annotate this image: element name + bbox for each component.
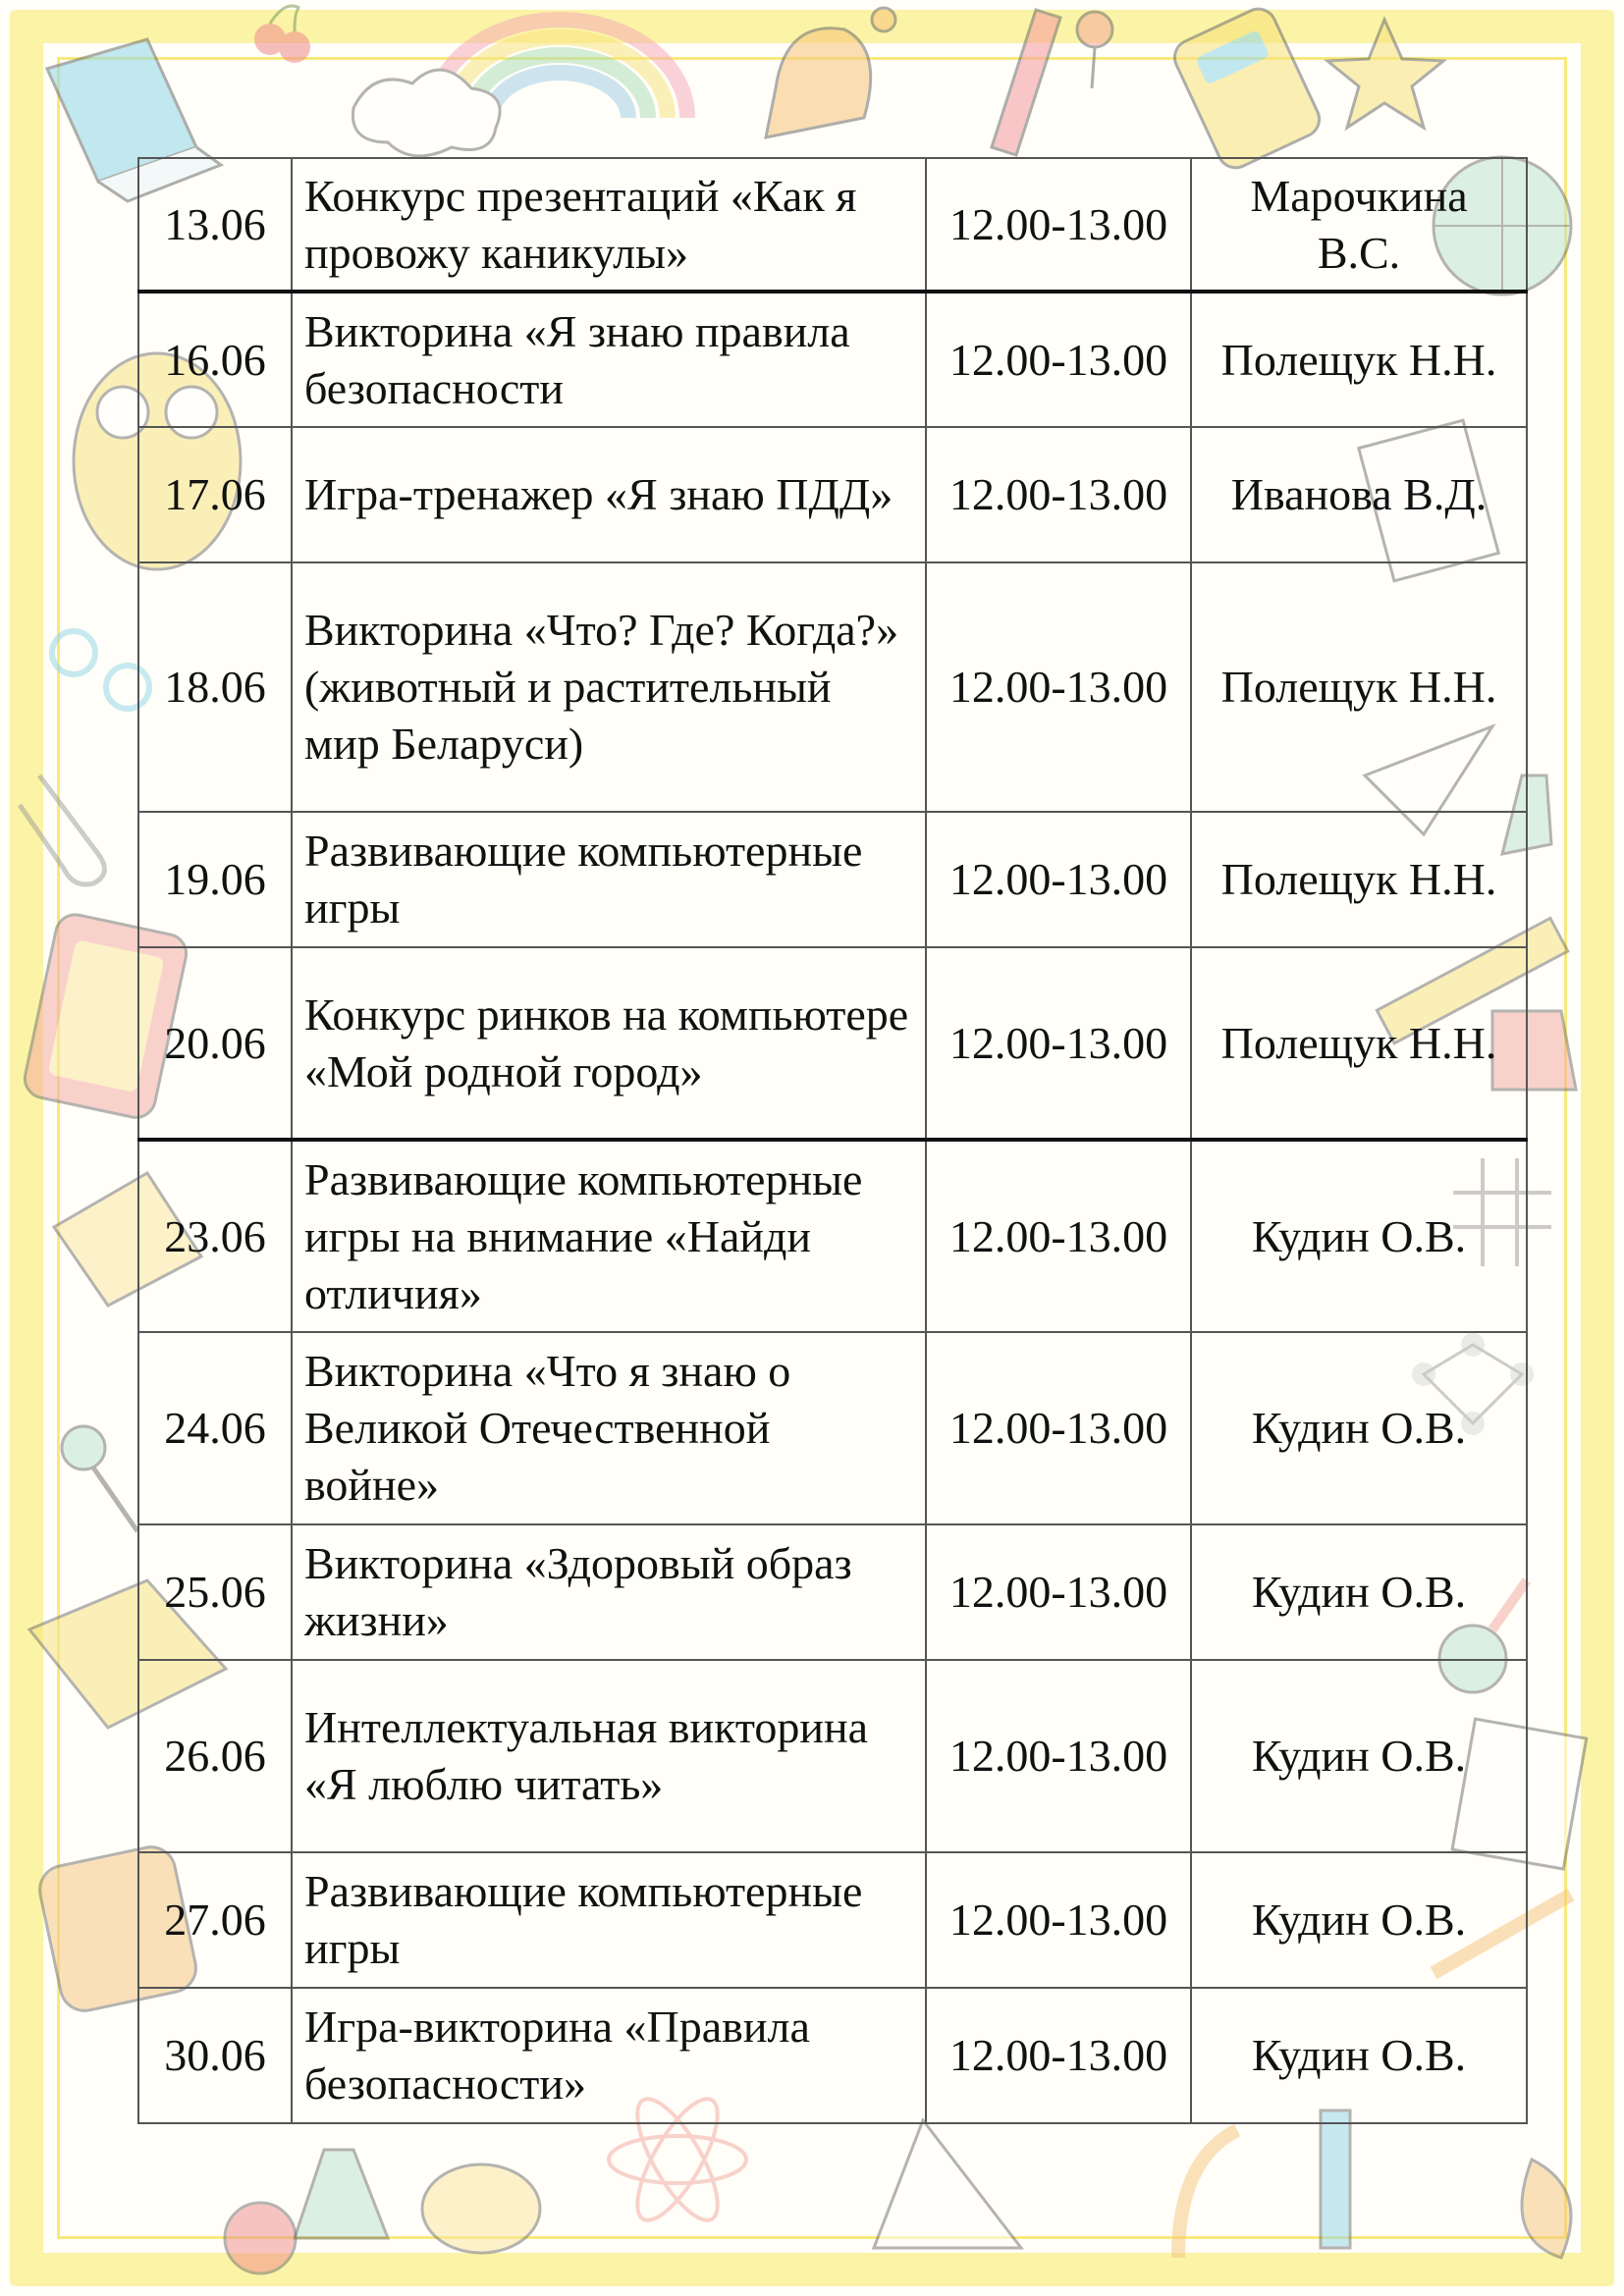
arrow-icon bbox=[1178, 2130, 1237, 2258]
date-cell: 13.06 bbox=[138, 158, 292, 292]
table-row bbox=[138, 292, 1527, 427]
time-cell: 12.00-13.00 bbox=[926, 562, 1191, 812]
date-cell: 27.06 bbox=[138, 1852, 292, 1988]
schedule-body bbox=[138, 158, 1527, 2123]
event-cell: Конкурс ринков на компьютере «Мой родной город» bbox=[292, 947, 926, 1140]
calculator-icon bbox=[1169, 3, 1326, 173]
pencil-bottom-icon bbox=[1321, 2110, 1350, 2248]
table-row bbox=[138, 1332, 1527, 1524]
event-cell: Конкурс презентаций «Как я провожу каникулы» bbox=[292, 158, 926, 292]
date-cell: 24.06 bbox=[138, 1332, 292, 1524]
table-row bbox=[138, 812, 1527, 947]
date-cell: 23.06 bbox=[138, 1140, 292, 1332]
pyramid-icon bbox=[874, 2120, 1021, 2248]
event-cell: Игра-викторина «Правила безопасности» bbox=[292, 1988, 926, 2123]
time-cell: 12.00-13.00 bbox=[926, 1140, 1191, 1332]
date-cell: 17.06 bbox=[138, 427, 292, 562]
responsible-cell: Марочкина В.С. bbox=[1191, 158, 1527, 292]
event-cell: Викторина «Что я знаю о Великой Отечественной войне» bbox=[292, 1332, 926, 1524]
event-cell: Развивающие компьютерные игры bbox=[292, 812, 926, 947]
responsible-cell: Кудин О.В. bbox=[1191, 1524, 1527, 1660]
time-cell: 12.00-13.00 bbox=[926, 1660, 1191, 1852]
time-cell: 12.00-13.00 bbox=[926, 812, 1191, 947]
date-cell: 18.06 bbox=[138, 562, 292, 812]
event-cell: Интеллектуальная викторина «Я люблю читать» bbox=[292, 1660, 926, 1852]
responsible-cell: Полещук Н.Н. bbox=[1191, 292, 1527, 427]
event-cell: Игра-тренажер «Я знаю ПДД» bbox=[292, 427, 926, 562]
responsible-cell: Иванова В.Д. bbox=[1191, 427, 1527, 562]
table-row bbox=[138, 1852, 1527, 1988]
table-row bbox=[138, 947, 1527, 1140]
star-icon bbox=[1327, 20, 1443, 128]
glasses-icon bbox=[52, 631, 149, 709]
time-cell: 12.00-13.00 bbox=[926, 1332, 1191, 1524]
date-cell: 26.06 bbox=[138, 1660, 292, 1852]
table-row bbox=[138, 1140, 1527, 1332]
date-cell: 20.06 bbox=[138, 947, 292, 1140]
table-row bbox=[138, 1988, 1527, 2123]
table-row bbox=[138, 158, 1527, 292]
paperclip-icon bbox=[20, 775, 104, 884]
time-cell: 12.00-13.00 bbox=[926, 1524, 1191, 1660]
event-cell: Викторина «Что? Где? Когда?» (животный и растительный мир Беларуси) bbox=[292, 562, 926, 812]
responsible-cell: Кудин О.В. bbox=[1191, 1852, 1527, 1988]
date-cell: 25.06 bbox=[138, 1524, 292, 1660]
table-row bbox=[138, 1524, 1527, 1660]
event-cell: Развивающие компьютерные игры на внимание «Найди отличия» bbox=[292, 1140, 926, 1332]
cherries-icon bbox=[254, 6, 310, 63]
time-cell: 12.00-13.00 bbox=[926, 1852, 1191, 1988]
event-cell: Викторина «Я знаю правила безопасности bbox=[292, 292, 926, 427]
responsible-cell: Кудин О.В. bbox=[1191, 1140, 1527, 1332]
time-cell: 12.00-13.00 bbox=[926, 292, 1191, 427]
leaf-icon bbox=[1522, 2160, 1571, 2258]
date-cell: 16.06 bbox=[138, 292, 292, 427]
time-cell: 12.00-13.00 bbox=[926, 158, 1191, 292]
time-cell: 12.00-13.00 bbox=[926, 947, 1191, 1140]
event-cell: Викторина «Здоровый образ жизни» bbox=[292, 1524, 926, 1660]
time-cell: 12.00-13.00 bbox=[926, 427, 1191, 562]
rainbow-icon bbox=[352, 20, 687, 156]
time-cell: 12.00-13.00 bbox=[926, 1988, 1191, 2123]
date-cell: 30.06 bbox=[138, 1988, 292, 2123]
pencil-icon bbox=[992, 10, 1060, 155]
responsible-cell: Полещук Н.Н. bbox=[1191, 812, 1527, 947]
date-cell: 19.06 bbox=[138, 812, 292, 947]
responsible-cell: Кудин О.В. bbox=[1191, 1332, 1527, 1524]
responsible-cell: Кудин О.В. bbox=[1191, 1660, 1527, 1852]
event-cell: Развивающие компьютерные игры bbox=[292, 1852, 926, 1988]
apple-icon bbox=[225, 2203, 296, 2273]
schedule-table bbox=[137, 157, 1528, 2124]
responsible-cell: Кудин О.В. bbox=[1191, 1988, 1527, 2123]
pushpin-icon bbox=[1077, 12, 1112, 88]
table-row bbox=[138, 427, 1527, 562]
table-row bbox=[138, 1660, 1527, 1852]
palette-icon bbox=[422, 2164, 540, 2253]
responsible-cell: Полещук Н.Н. bbox=[1191, 562, 1527, 812]
flask-bottom-icon bbox=[295, 2150, 388, 2238]
table-row bbox=[138, 562, 1527, 812]
responsible-cell: Полещук Н.Н. bbox=[1191, 947, 1527, 1140]
bell-icon bbox=[766, 8, 895, 137]
key-icon bbox=[62, 1426, 137, 1531]
